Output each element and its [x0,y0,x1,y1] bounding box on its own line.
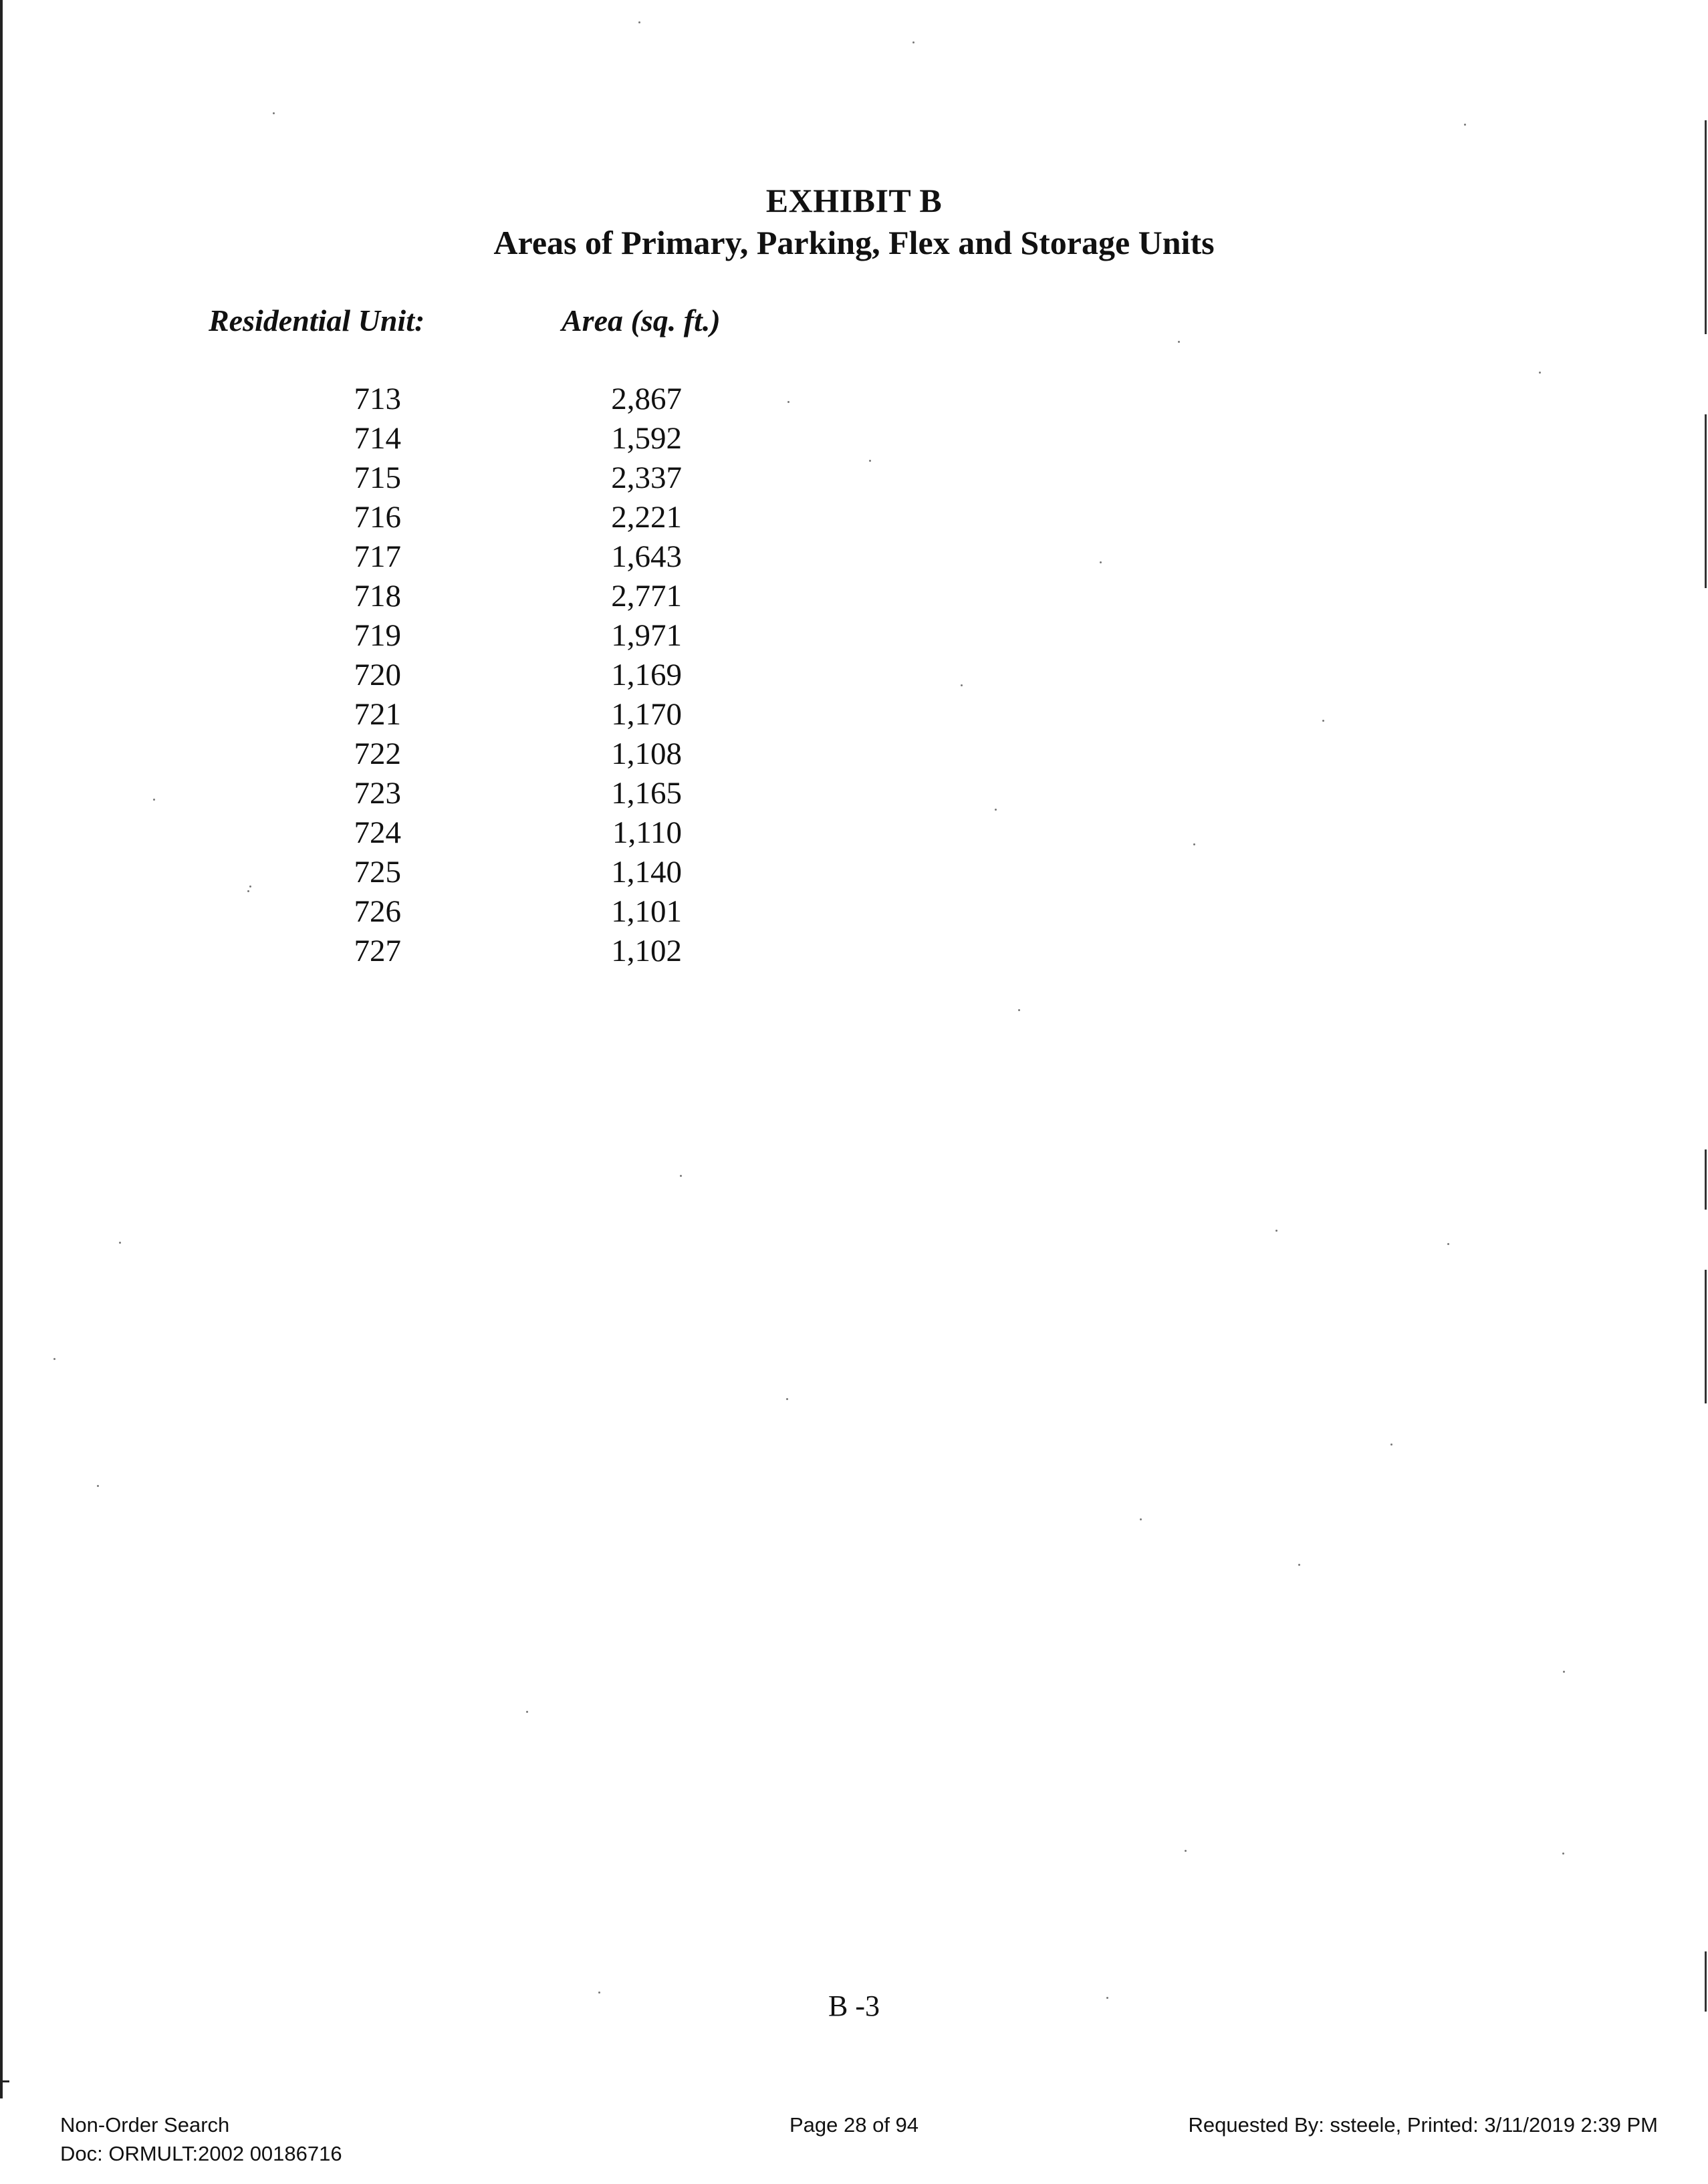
scan-speck [53,1358,55,1360]
scan-speck [598,1992,600,1994]
unit-area: 1,165 [611,776,682,811]
scan-speck [1298,1564,1300,1566]
scan-speck [1018,1009,1020,1011]
unit-area: 1,169 [611,658,682,692]
scan-speck [1464,124,1466,126]
scan-speck [1193,843,1195,845]
unit-area: 1,170 [611,697,682,732]
scan-speck [1275,1230,1277,1232]
footer-requested-by: Requested By: ssteele, Printed: 3/11/2019 2:39 PM [1188,2113,1658,2137]
unit-number: 722 [354,736,401,771]
unit-number: 725 [354,855,401,890]
unit-number: 721 [354,697,401,732]
scan-speck [273,112,275,114]
column-header-residential-unit: Residential Unit: [209,303,425,337]
unit-number: 716 [354,500,401,535]
scan-speck [1140,1518,1142,1520]
unit-area: 1,108 [611,736,682,771]
unit-number: 714 [354,421,401,456]
unit-area: 1,102 [611,934,682,968]
footer-page-count: Page 28 of 94 [789,2113,919,2137]
scan-speck [526,1711,528,1713]
scan-speck [1447,1243,1449,1245]
scan-speck [1185,1850,1187,1852]
scan-speck [1106,1997,1108,1999]
scan-speck [1100,561,1102,563]
scan-speck [1562,1853,1564,1855]
unit-area: 1,110 [612,815,682,850]
unit-area: 1,140 [611,855,682,890]
scan-edge-right [1705,414,1707,588]
unit-number: 718 [354,579,401,613]
column-header-area: Area (sq. ft.) [562,303,721,337]
scan-speck [249,885,251,888]
scan-speck [638,21,640,23]
unit-number: 723 [354,776,401,811]
scan-speck [153,799,155,801]
page-label: B -3 [828,1990,880,2022]
scan-speck [1563,1671,1565,1673]
document-title: EXHIBIT B [765,182,943,219]
scan-speck [869,460,871,462]
footer-search-type: Non-Order Search [60,2113,230,2137]
unit-area: 2,221 [611,500,682,535]
unit-area: 2,337 [611,460,682,495]
unit-number: 724 [354,815,401,850]
scan-speck [787,401,789,403]
scan-speck [247,890,249,892]
scan-speck [1390,1444,1392,1446]
scan-speck [1322,720,1324,722]
unit-number: 715 [354,460,401,495]
scan-speck [786,1398,788,1400]
unit-number: 713 [354,382,401,416]
scan-speck [912,41,914,43]
footer-doc-id: Doc: ORMULT:2002 00186716 [60,2142,342,2165]
unit-number: 717 [354,539,401,574]
scan-edge-left [0,0,3,2098]
scan-speck [995,809,997,811]
unit-area: 1,592 [611,421,682,456]
unit-area: 2,771 [611,579,682,613]
unit-area: 1,101 [611,894,682,929]
unit-area: 2,867 [611,382,682,416]
unit-number: 720 [354,658,401,692]
scan-speck [1178,341,1180,343]
scan-speck [97,1485,99,1487]
scan-speck [1539,372,1541,374]
scan-speck [680,1175,682,1177]
unit-area: 1,971 [611,618,682,653]
scan-edge-right [1705,1149,1707,1210]
scan-edge-right [1705,1270,1707,1403]
scan-edge-tick [0,2080,9,2082]
scan-speck [961,684,963,686]
scan-speck [119,1242,121,1244]
unit-number: 726 [354,894,401,929]
unit-number: 727 [354,934,401,968]
unit-number: 719 [354,618,401,653]
document-subtitle: Areas of Primary, Parking, Flex and Storage Units [493,224,1215,261]
unit-area: 1,643 [611,539,682,574]
